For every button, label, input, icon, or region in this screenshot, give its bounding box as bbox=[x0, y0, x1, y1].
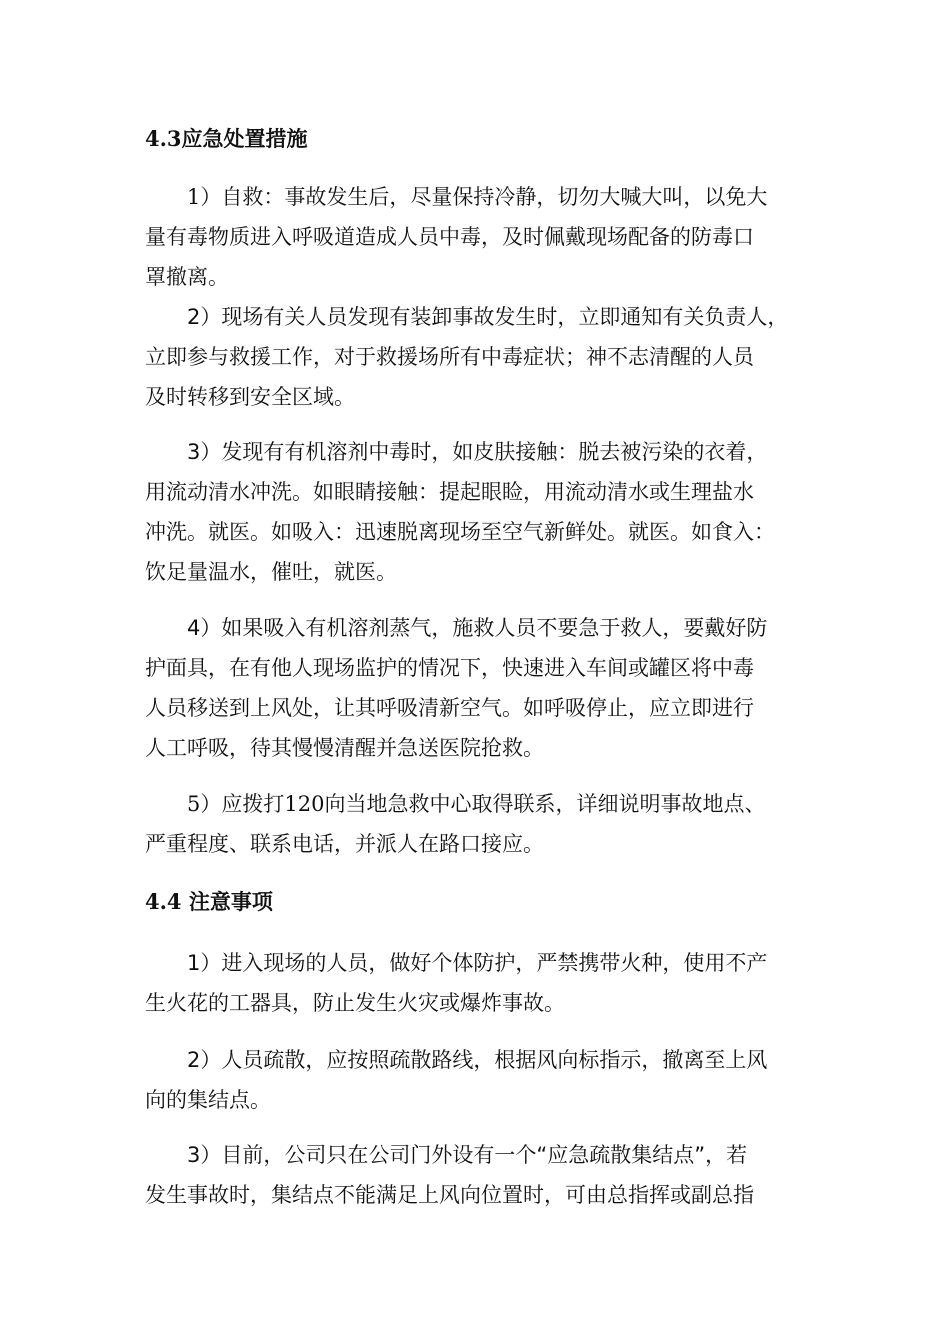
paragraph-line: 罩撤离。 bbox=[145, 265, 229, 289]
paragraph-line: 5）应拨打120向当地急救中心取得联系，详细说明事故地点、 bbox=[187, 792, 766, 816]
paragraph-line: 4）如果吸入有机溶剂蒸气，施救人员不要急于救人，要戴好防 bbox=[187, 616, 768, 640]
paragraph-line: 护面具，在有他人现场监护的情况下，快速进入车间或罐区将中毒 bbox=[145, 656, 754, 680]
paragraph-line: 2）人员疏散，应按照疏散路线，根据风向标指示，撤离至上风 bbox=[187, 1048, 768, 1072]
paragraph-line: 人工呼吸，待其慢慢清醒并急送医院抢救。 bbox=[145, 736, 544, 760]
paragraph-line: 饮足量温水，催吐，就医。 bbox=[145, 560, 397, 584]
paragraph-4-4-1 bbox=[145, 943, 807, 1023]
paragraph-line: 量有毒物质进入呼吸道造成人员中毒，及时佩戴现场配备的防毒口 bbox=[145, 225, 754, 249]
paragraph-line: 及时转移到安全区域。 bbox=[145, 385, 355, 409]
section-heading-4-3: 4.3应急处置措施 bbox=[145, 126, 308, 151]
paragraph-4-4-3 bbox=[145, 1135, 807, 1215]
paragraph-4-3-1 bbox=[145, 177, 807, 297]
paragraph-4-3-3 bbox=[145, 432, 807, 592]
paragraph-line: 人员移送到上风处，让其呼吸清新空气。如呼吸停止，应立即进行 bbox=[145, 696, 754, 720]
paragraph-4-3-2 bbox=[145, 297, 807, 417]
paragraph-line: 立即参与救援工作，对于救援场所有中毒症状；神不志清醒的人员 bbox=[145, 345, 754, 369]
paragraph-line: 用流动清水冲洗。如眼睛接触：提起眼睑，用流动清水或生理盐水 bbox=[145, 480, 754, 504]
section-heading-4-4: 4.4 注意事项 bbox=[145, 889, 273, 914]
paragraph-4-4-2 bbox=[145, 1040, 807, 1120]
paragraph-line: 发生事故时，集结点不能满足上风向位置时，可由总指挥或副总指 bbox=[145, 1183, 754, 1207]
paragraph-line: 生火花的工器具，防止发生火灾或爆炸事故。 bbox=[145, 991, 565, 1015]
paragraph-line: 3）目前，公司只在公司门外设有一个“应急疏散集结点”，若 bbox=[187, 1143, 748, 1167]
paragraph-line: 严重程度、联系电话，并派人在路口接应。 bbox=[145, 832, 544, 856]
paragraph-line: 3）发现有有机溶剂中毒时，如皮肤接触：脱去被污染的衣着， bbox=[187, 440, 768, 464]
paragraph-line: 1）进入现场的人员，做好个体防护，严禁携带火种，使用不产 bbox=[187, 951, 768, 975]
paragraph-4-3-5 bbox=[145, 784, 807, 864]
paragraph-line: 2）现场有关人员发现有装卸事故发生时，立即通知有关负责人， bbox=[187, 305, 789, 329]
paragraph-line: 冲洗。就医。如吸入：迅速脱离现场至空气新鲜处。就医。如食入： bbox=[145, 520, 775, 544]
paragraph-4-3-4 bbox=[145, 608, 807, 768]
paragraph-line: 向的集结点。 bbox=[145, 1088, 271, 1112]
paragraph-line: 1）自救：事故发生后，尽量保持冷静，切勿大喊大叫，以免大 bbox=[187, 185, 768, 209]
